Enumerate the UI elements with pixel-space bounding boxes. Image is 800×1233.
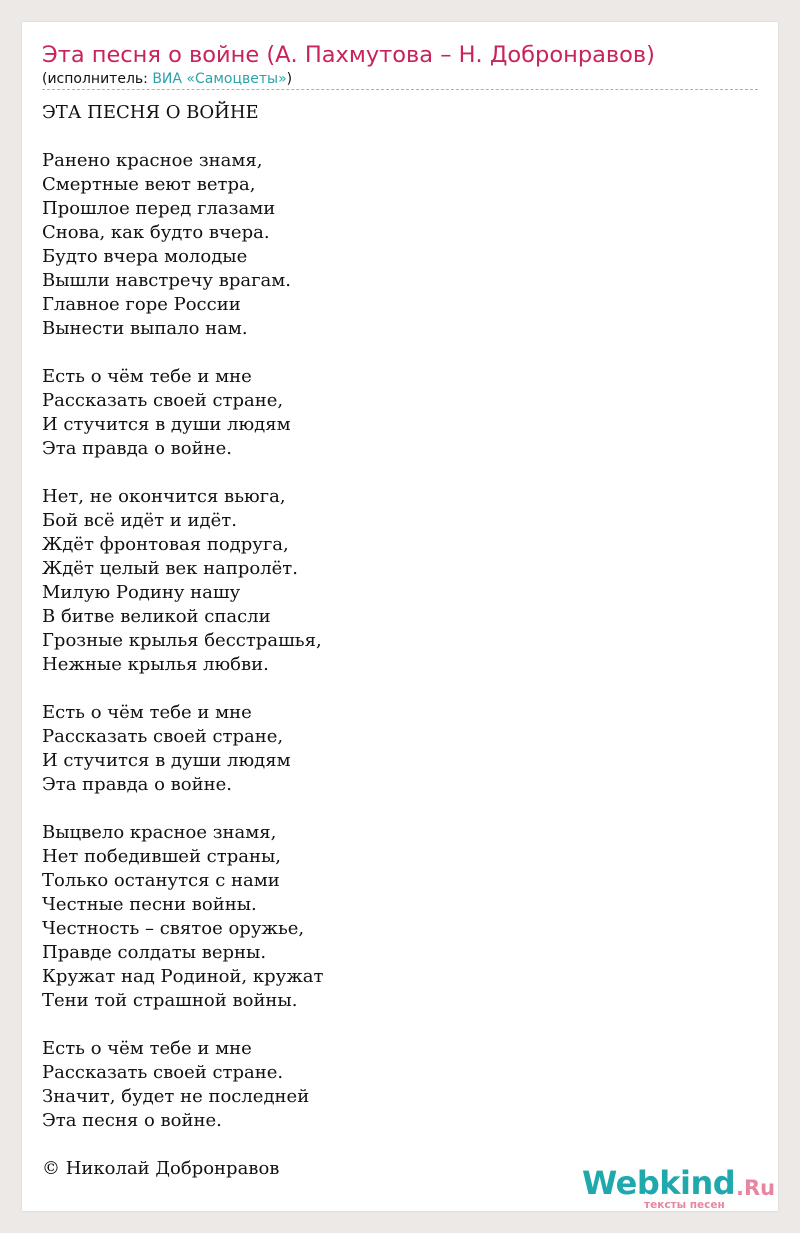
lyric-line: Тени той страшной войны.: [42, 990, 298, 1011]
lyric-line: Эта песня о войне.: [42, 1110, 222, 1131]
song-title: Эта песня о войне (А. Пахмутова – Н. Добронравов): [42, 42, 655, 68]
lyric-line: Грозные крылья бесстрашья,: [42, 630, 322, 651]
lyric-line: Нежные крылья любви.: [42, 654, 269, 675]
header-divider: [42, 89, 758, 90]
lyric-line: Эта правда о войне.: [42, 774, 233, 795]
stanza-break: [42, 677, 323, 701]
lyric-line: Рассказать своей стране.: [42, 1062, 284, 1083]
stanza-break: [42, 797, 323, 821]
performer-line: [42, 71, 292, 87]
stanza-break: [42, 341, 323, 365]
lyric-line: Снова, как будто вчера.: [42, 222, 270, 243]
lyric-line: Есть о чём тебе и мне: [42, 1038, 252, 1059]
logo-wordmark: Webkind: [582, 1164, 736, 1202]
lyric-line: Есть о чём тебе и мне: [42, 702, 252, 723]
performer-prefix: (исполнитель:: [42, 71, 153, 87]
lyric-line: Главное горе России: [42, 294, 241, 315]
lyric-line: И стучится в души людям: [42, 750, 291, 771]
logo-tld: .Ru: [736, 1176, 776, 1200]
lyric-line: Будто вчера молодые: [42, 246, 248, 267]
lyric-line: Ранено красное знамя,: [42, 150, 263, 171]
lyric-line: Бой всё идёт и идёт.: [42, 510, 237, 531]
lyric-line: Вынести выпало нам.: [42, 318, 248, 339]
lyric-line: Только останутся с нами: [42, 870, 280, 891]
lyric-line: Вышли навстречу врагам.: [42, 270, 292, 291]
lyric-line: Выцвело красное знамя,: [42, 822, 277, 843]
lyric-line: Рассказать своей стране,: [42, 726, 284, 747]
lyric-line: Нет, не окончится вьюга,: [42, 486, 286, 507]
lyric-line: Нет победившей страны,: [42, 846, 282, 867]
stanza-break: [42, 461, 323, 485]
lyric-line: Рассказать своей стране,: [42, 390, 284, 411]
lyric-line: Ждёт целый век напролёт.: [42, 558, 298, 579]
lyric-line: Ждёт фронтовая подруга,: [42, 534, 289, 555]
lyric-line: В битве великой спасли: [42, 606, 271, 627]
stanza-break: [42, 125, 323, 149]
lyric-line: Есть о чём тебе и мне: [42, 366, 252, 387]
performer-link[interactable]: ВИА «Самоцветы»: [152, 71, 287, 87]
stanza-break: [42, 1133, 323, 1157]
lyric-line: ЭТА ПЕСНЯ О ВОЙНЕ: [42, 102, 259, 123]
lyrics-text: [42, 101, 323, 1181]
lyric-line: Значит, будет не последней: [42, 1086, 310, 1107]
lyric-line: Честность – святое оружье,: [42, 918, 305, 939]
stanza-break: [42, 1013, 323, 1037]
lyrics-card: [22, 22, 778, 1211]
lyric-line: Кружат над Родиной, кружат: [42, 966, 324, 987]
lyric-line: Смертные веют ветра,: [42, 174, 256, 195]
lyric-line: И стучится в души людям: [42, 414, 291, 435]
lyric-line: Милую Родину нашу: [42, 582, 241, 603]
site-logo[interactable]: [582, 1164, 782, 1214]
logo-tagline: тексты песен: [644, 1199, 725, 1211]
lyric-line: © Николай Добронравов: [42, 1158, 280, 1179]
lyric-line: Честные песни войны.: [42, 894, 257, 915]
performer-suffix: ): [286, 71, 293, 87]
lyric-line: Эта правда о войне.: [42, 438, 233, 459]
lyric-line: Правде солдаты верны.: [42, 942, 267, 963]
lyric-line: Прошлое перед глазами: [42, 198, 276, 219]
